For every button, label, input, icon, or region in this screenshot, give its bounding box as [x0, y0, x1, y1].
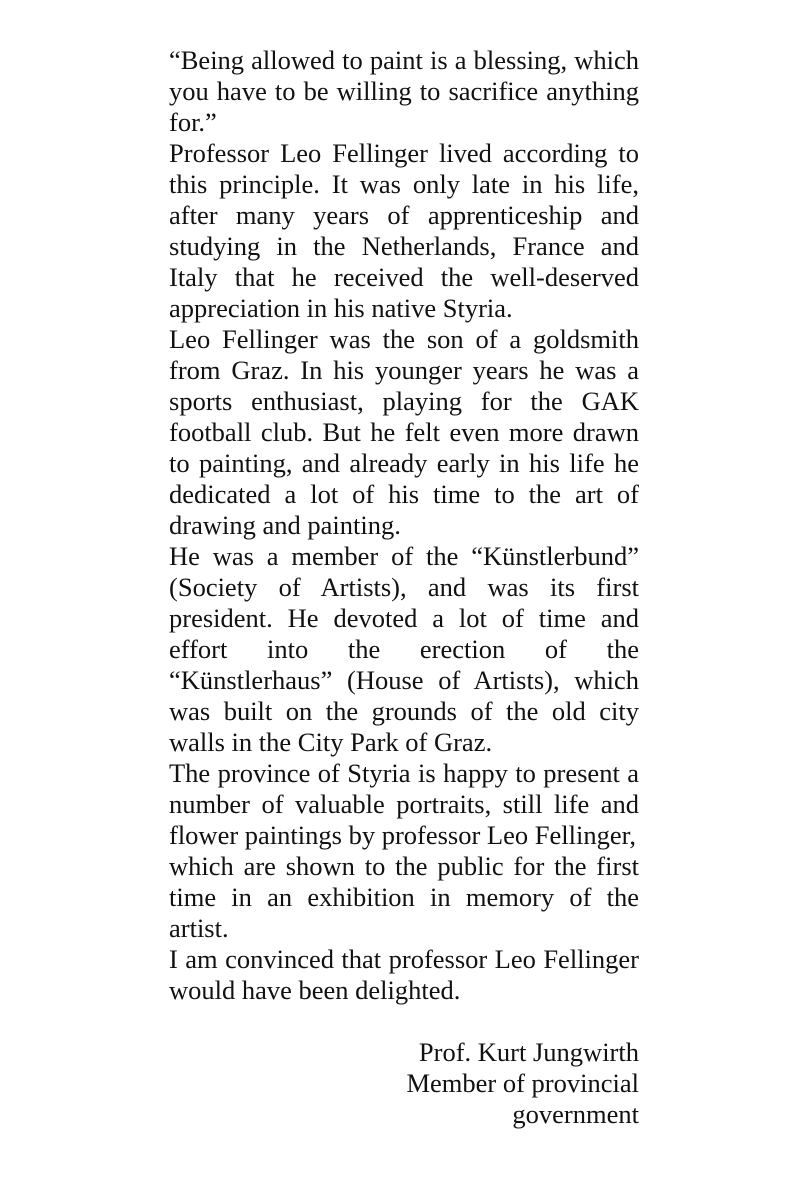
- body-paragraph-closing: I am convinced that professor Leo Fellinger would have been delighted.: [169, 944, 639, 1005]
- signature-title-line2: government: [512, 1099, 639, 1129]
- signature-title-line1: Member of provincial: [406, 1068, 639, 1098]
- body-paragraph-principle: Professor Leo Fellinger lived according to this principle. It was only late in his life, after many years of apprenticeship and studying in the Netherlands, France and Italy that he received the well-deserved appreciation in his native Styria.: [169, 138, 639, 323]
- body-paragraph-exhibition: The province of Styria is happy to present a number of valuable portraits, still life and flower paintings by professor Leo Fellinger,: [169, 758, 639, 850]
- body-paragraph-biography: Leo Fellinger was the son of a goldsmith from Graz. In his younger years he was a sports enthusiast, playing for the GAK football club. But he felt even more drawn to painting, and already early in his life he dedicated a lot of his time to the art of drawing and painting.: [169, 324, 639, 540]
- quote-paragraph: “Being allowed to paint is a blessing, which you have to be willing to sacrifice anything for.”: [169, 45, 639, 137]
- body-paragraph-kuenstlerbund: He was a member of the “Künstlerbund” (Society of Artists), and was its first president. He devoted a lot of time and effort into the erection of the “Künstlerhaus” (House of Artists), which was built on the grounds of the old city walls in the City Park of Graz.: [169, 541, 639, 757]
- document-page: [169, 45, 639, 1130]
- signature-block: [169, 1037, 639, 1130]
- body-paragraph-public: which are shown to the public for the first time in an exhibition in memory of the artist.: [169, 851, 639, 943]
- signature-name: Prof. Kurt Jungwirth: [418, 1037, 639, 1067]
